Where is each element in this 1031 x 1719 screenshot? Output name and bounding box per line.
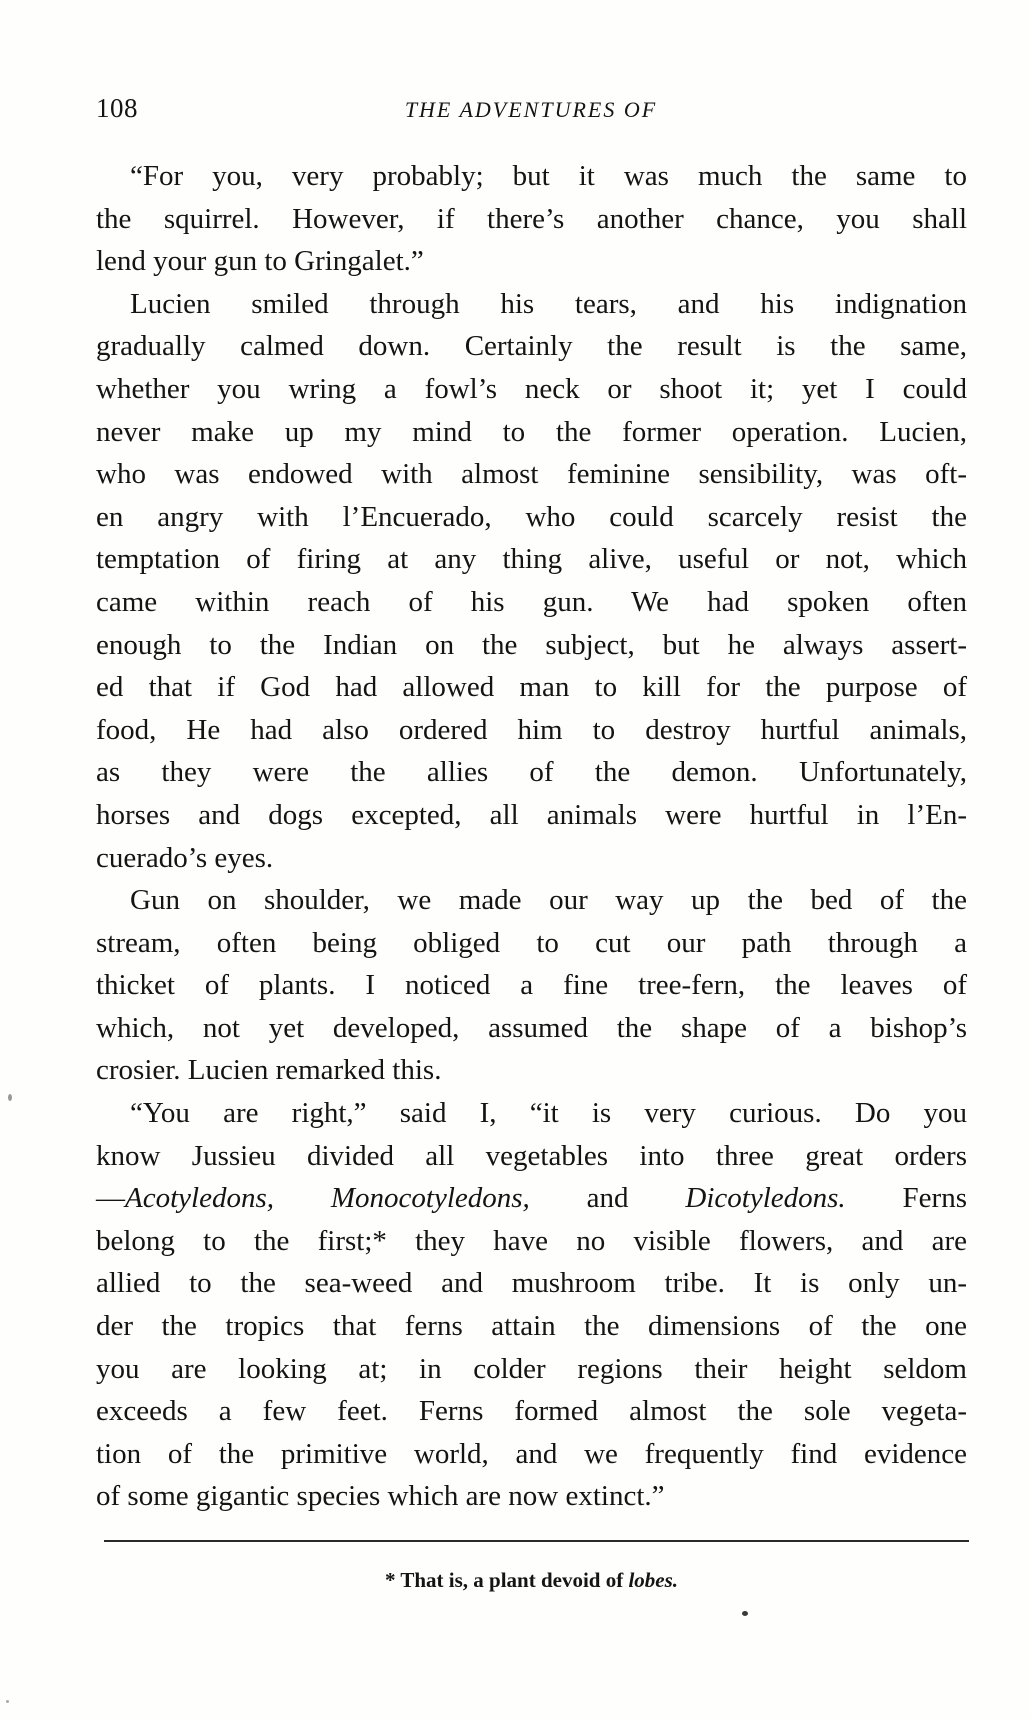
text-line: en angry with l’Encuerado, who could scarcely resist the bbox=[96, 500, 967, 533]
text-line: “You are right,” said I, “it is very curious. Do you bbox=[130, 1097, 967, 1130]
body-text bbox=[96, 155, 967, 1518]
orders-line bbox=[96, 1177, 967, 1220]
text-line: never make up my mind to the former operation. Lucien, bbox=[96, 415, 967, 448]
text-line: temptation of firing at any thing alive, useful or not, which bbox=[96, 543, 967, 576]
text-line: know Jussieu divided all vegetables into three great orders bbox=[96, 1139, 967, 1172]
text-line: as they were the allies of the demon. Unfortunately, bbox=[96, 756, 967, 789]
paragraph bbox=[96, 155, 967, 283]
text-line: horses and dogs excepted, all animals were hurtful in l’En- bbox=[96, 798, 967, 831]
footnote-text: * That is, a plant devoid of bbox=[384, 1568, 629, 1592]
text-line: enough to the Indian on the subject, but he always assert- bbox=[96, 628, 967, 661]
text-line: Lucien smiled through his tears, and his indignation bbox=[130, 287, 967, 320]
text-line: you are looking at; in colder regions their height seldom bbox=[96, 1352, 967, 1385]
footnote-italic: lobes. bbox=[628, 1568, 679, 1592]
text-line: crosier. Lucien remarked this. bbox=[96, 1054, 442, 1087]
text-line: whether you wring a fowl’s neck or shoot it; yet I could bbox=[96, 372, 967, 405]
ink-speck bbox=[6, 1700, 9, 1703]
ink-speck bbox=[8, 1094, 12, 1101]
text-line: came within reach of his gun. We had spoken often bbox=[96, 585, 967, 618]
text-line: cuerado’s eyes. bbox=[96, 841, 274, 874]
text-line: tion of the primitive world, and we frequently find evidence bbox=[96, 1437, 967, 1470]
text-line: allied to the sea-weed and mushroom tribe. It is only un- bbox=[96, 1267, 967, 1300]
order-dicotyledons: Dicotyledons. bbox=[685, 1182, 846, 1215]
running-head: THE ADVENTURES OF bbox=[404, 97, 658, 122]
text-line: lend your gun to Gringalet.” bbox=[96, 245, 424, 278]
text-line: gradually calmed down. Certainly the result is the same, bbox=[96, 330, 967, 363]
text-line: ed that if God had allowed man to kill for the purpose of bbox=[96, 671, 967, 704]
ink-speck bbox=[742, 1611, 748, 1616]
paragraph bbox=[96, 879, 967, 1092]
text-line: belong to the first;* they have no visible flowers, and are bbox=[96, 1224, 967, 1257]
text-line: Gun on shoulder, we made our way up the bed of the bbox=[130, 884, 967, 917]
text-line: “For you, very probably; but it was much the same to bbox=[130, 160, 967, 192]
connector-word: and bbox=[586, 1182, 629, 1215]
text-line: der the tropics that ferns attain the dimensions of the one bbox=[96, 1310, 967, 1343]
order-monocotyledons: Monocotyledons, bbox=[330, 1182, 530, 1215]
footnote-rule bbox=[104, 1540, 969, 1542]
text-line: which, not yet developed, assumed the shape of a bishop’s bbox=[96, 1011, 967, 1044]
line-end-word: Ferns bbox=[902, 1182, 967, 1215]
page-number: 108 bbox=[96, 93, 138, 123]
text-line: of some gigantic species which are now extinct.” bbox=[96, 1480, 665, 1513]
em-dash: — bbox=[96, 1182, 125, 1215]
text-line: stream, often being obliged to cut our path through a bbox=[96, 926, 967, 959]
text-line: the squirrel. However, if there’s another chance, you shall bbox=[96, 202, 967, 235]
footnote bbox=[96, 1568, 967, 1593]
page-header bbox=[96, 93, 966, 133]
text-line: exceeds a few feet. Ferns formed almost the sole vegeta- bbox=[96, 1395, 967, 1428]
text-line: thicket of plants. I noticed a fine tree-fern, the leaves of bbox=[96, 969, 967, 1002]
text-line: who was endowed with almost feminine sensibility, was oft- bbox=[96, 458, 967, 491]
paragraph bbox=[96, 1092, 967, 1518]
text-line: food, He had also ordered him to destroy hurtful animals, bbox=[96, 713, 967, 746]
paragraph bbox=[96, 283, 967, 879]
order-acotyledons: Acotyledons, bbox=[125, 1182, 274, 1215]
